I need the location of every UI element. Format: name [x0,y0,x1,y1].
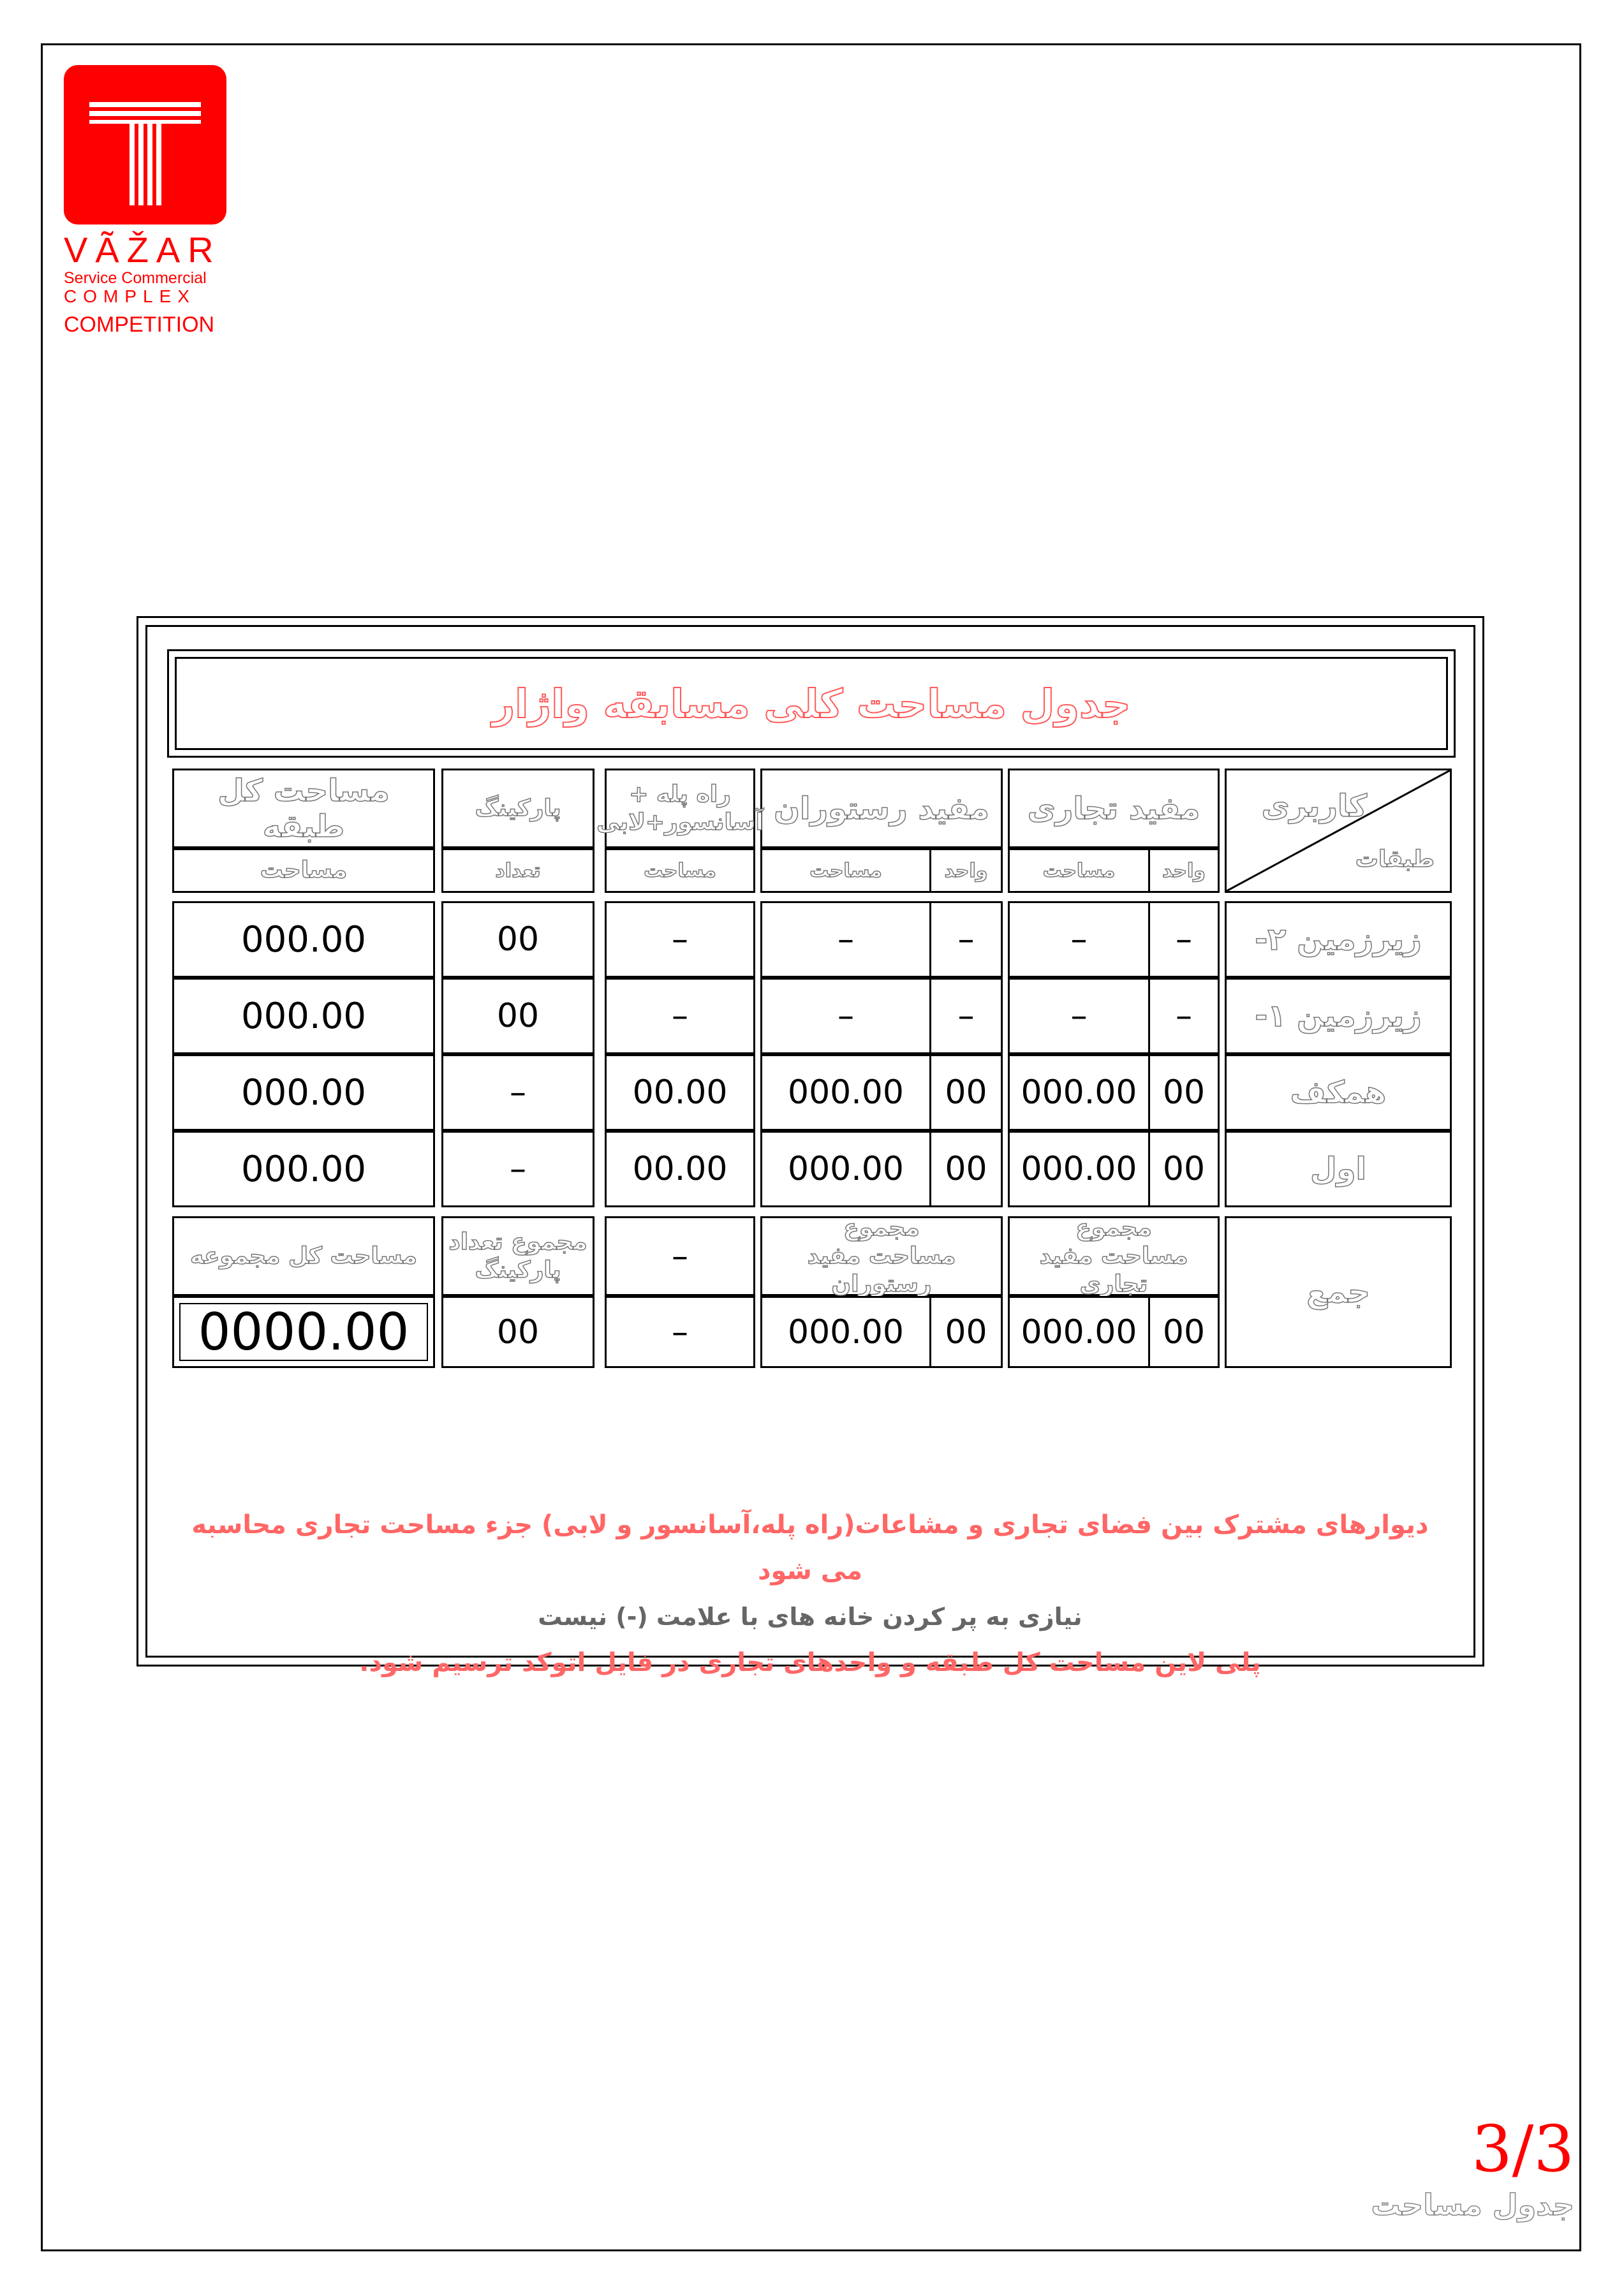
summary-total-value: 0000.00 [198,1302,410,1362]
commercial-unit-cell [1148,1054,1220,1131]
summary-parking-label-2: پارکینگ [475,1256,561,1283]
parking-count-label: تعداد [495,859,541,882]
summary-stairs-header [605,1216,755,1296]
commercial-unit-cell [1148,1131,1220,1207]
commercial-unit-cell [1148,901,1220,978]
summary-stairs-cell [605,1296,755,1368]
stairs-area-header [605,848,755,893]
restaurant-unit-label: واحد [944,859,988,882]
parking-count-header [441,848,594,893]
parking-count-value: – [510,1150,526,1188]
stairs-label-2: آسانسور+لابی [596,809,764,835]
commercial-label: مفید تجاری [1027,790,1200,827]
floor-label-cell [1225,1131,1452,1207]
commercial-area-cell [1008,978,1150,1054]
total-area-value: 000.00 [241,995,366,1037]
summary-restaurant-header [760,1216,1003,1296]
summary-parking-value: 00 [496,1313,540,1351]
floor-label: زیرزمین ۱- [1255,998,1422,1034]
summary-total-inner-box [179,1303,428,1361]
commercial-area-value: – [1070,997,1088,1035]
column-logo-icon [64,65,226,224]
summary-commercial-label-1: مجموع [1075,1214,1152,1241]
restaurant-area-header [760,848,931,893]
total-area-value: 000.00 [241,918,366,960]
restaurant-unit-value: 00 [945,1150,987,1188]
commercial-unit-header [1148,848,1220,893]
restaurant-label: مفید رستوران [774,790,989,827]
stairs-area-value: 00.00 [632,1073,728,1112]
restaurant-area-value: 000.00 [788,1150,904,1188]
summary-commercial-header [1008,1216,1220,1296]
commercial-area-label: مساحت [1042,859,1116,882]
stairs-area-label: مساحت [644,859,716,882]
total-area-cell [172,1131,435,1207]
parking-header [441,769,594,848]
summary-label-cell [1225,1216,1452,1368]
stairs-area-cell [605,1054,755,1131]
summary-stairs-value: – [672,1313,688,1351]
stairs-area-cell [605,901,755,978]
restaurant-unit-cell [929,1054,1003,1131]
total-area-subheader [172,848,435,893]
restaurant-unit-cell [929,901,1003,978]
commercial-area-value: – [1070,920,1088,959]
parking-count-cell [441,901,594,978]
logo-subtitle-1: Service Commercial [64,269,207,287]
stairs-header [596,769,764,848]
total-floor-area-header [172,769,435,848]
parking-count-cell [441,978,594,1054]
logo-subtitle-2: COMPLEX [64,286,196,306]
notes-block [191,1502,1429,1686]
total-area-value: 000.00 [241,1148,366,1190]
page-number: 3/3 [1472,2112,1574,2186]
restaurant-area-cell [760,1131,931,1207]
commercial-unit-value: – [1176,997,1192,1035]
stairs-area-value: – [672,920,688,959]
summary-total-label: مساحت کل مجموعه [190,1242,417,1269]
stairs-area-cell [605,1131,755,1207]
restaurant-unit-cell [929,1131,1003,1207]
floor-label-cell [1225,978,1452,1054]
parking-count-cell [441,1131,594,1207]
commercial-area-cell [1008,1054,1150,1131]
floor-label-cell [1225,1054,1452,1131]
stairs-label-1: راه پله + [629,781,731,807]
summary-parking-cell [441,1296,594,1368]
restaurant-unit-value: – [957,920,975,959]
parking-count-value: 00 [496,920,540,959]
commercial-area-header [1008,848,1150,893]
floors-label: طبقات [1355,846,1435,872]
parking-count-value: 00 [496,997,540,1035]
total-area-sublabel: مساحت [260,857,348,883]
stairs-area-value: 00.00 [632,1150,728,1188]
title-box [175,657,1448,750]
stairs-area-cell [605,978,755,1054]
restaurant-area-value: – [838,997,854,1035]
restaurant-area-cell [760,1054,931,1131]
summary-parking-header [441,1216,594,1296]
summary-stairs-label: – [672,1237,688,1276]
summary-label: جمع [1306,1274,1370,1310]
restaurant-area-value: 000.00 [788,1073,904,1112]
summary-restaurant-unit-cell [929,1296,1003,1368]
restaurant-area-cell [760,901,931,978]
restaurant-unit-value: 00 [945,1073,987,1112]
parking-label: پارکینگ [475,795,561,821]
commercial-unit-value: – [1176,920,1192,959]
commercial-area-cell [1008,901,1150,978]
total-area-cell [172,901,435,978]
note-line-1: دیوارهای مشترک بین فضای تجاری و مشاعات(راه پله،آسانسور و لابی) جزء مساحت تجاری محاسبه می شود [191,1510,1429,1586]
restaurant-header [760,769,1003,848]
restaurant-area-value: – [838,920,854,959]
commercial-unit-cell [1148,978,1220,1054]
summary-commercial-unit-cell [1148,1296,1220,1368]
restaurant-area-label: مساحت [809,859,882,882]
summary-commercial-area-cell [1008,1296,1150,1368]
logo-subtitle-3: COMPETITION [64,313,215,337]
commercial-unit-label: واحد [1162,859,1206,882]
total-area-cell [172,978,435,1054]
usage-floors-header [1225,769,1452,893]
note-line-3: پلی لاین مساحت کل طبقه و واحدهای تجاری در فایل اتوکد ترسیم شود. [359,1648,1261,1677]
table-title: جدول مساحت کلی مسابقه واژار [492,680,1131,727]
summary-total-header [172,1216,435,1296]
parking-count-value: – [510,1073,526,1112]
logo-badge [64,65,226,224]
summary-commercial-label-2: مساحت مفید تجاری [1039,1242,1188,1297]
summary-commercial-unit-value: 00 [1162,1313,1206,1351]
restaurant-unit-header [929,848,1003,893]
floor-label: اول [1310,1151,1366,1187]
commercial-unit-value: 00 [1162,1150,1206,1188]
floor-label-cell [1225,901,1452,978]
commercial-header [1008,769,1220,848]
total-area-value: 000.00 [241,1071,366,1114]
total-floor-area-label: مساحت کل طبقه [218,772,390,844]
summary-restaurant-label-2: مساحت مفید رستوران [807,1242,956,1297]
commercial-area-value: 000.00 [1021,1073,1137,1112]
summary-restaurant-area-cell [760,1296,931,1368]
restaurant-unit-cell [929,978,1003,1054]
summary-commercial-area-value: 000.00 [1021,1313,1137,1351]
page-label: جدول مساحت [1371,2188,1574,2222]
total-area-cell [172,1054,435,1131]
restaurant-unit-value: – [957,997,975,1035]
floor-label: زیرزمین ۲- [1255,922,1422,957]
parking-count-cell [441,1054,594,1131]
summary-total-cell [172,1296,435,1368]
summary-parking-label-1: مجموع تعداد [448,1228,587,1255]
commercial-area-cell [1008,1131,1150,1207]
usage-label: کاربری [1261,788,1367,824]
floor-label: همکف [1290,1075,1387,1110]
summary-restaurant-label-1: مجموع [843,1214,920,1241]
note-line-2: نیازی به پر کردن خانه های با علامت (-) نیست [538,1603,1082,1631]
summary-restaurant-area-value: 000.00 [788,1313,904,1351]
logo-name: VÃŽAR [64,230,221,270]
commercial-unit-value: 00 [1162,1073,1206,1112]
commercial-area-value: 000.00 [1021,1150,1137,1188]
restaurant-area-cell [760,978,931,1054]
stairs-area-value: – [672,997,688,1035]
summary-restaurant-unit-value: 00 [945,1313,987,1351]
